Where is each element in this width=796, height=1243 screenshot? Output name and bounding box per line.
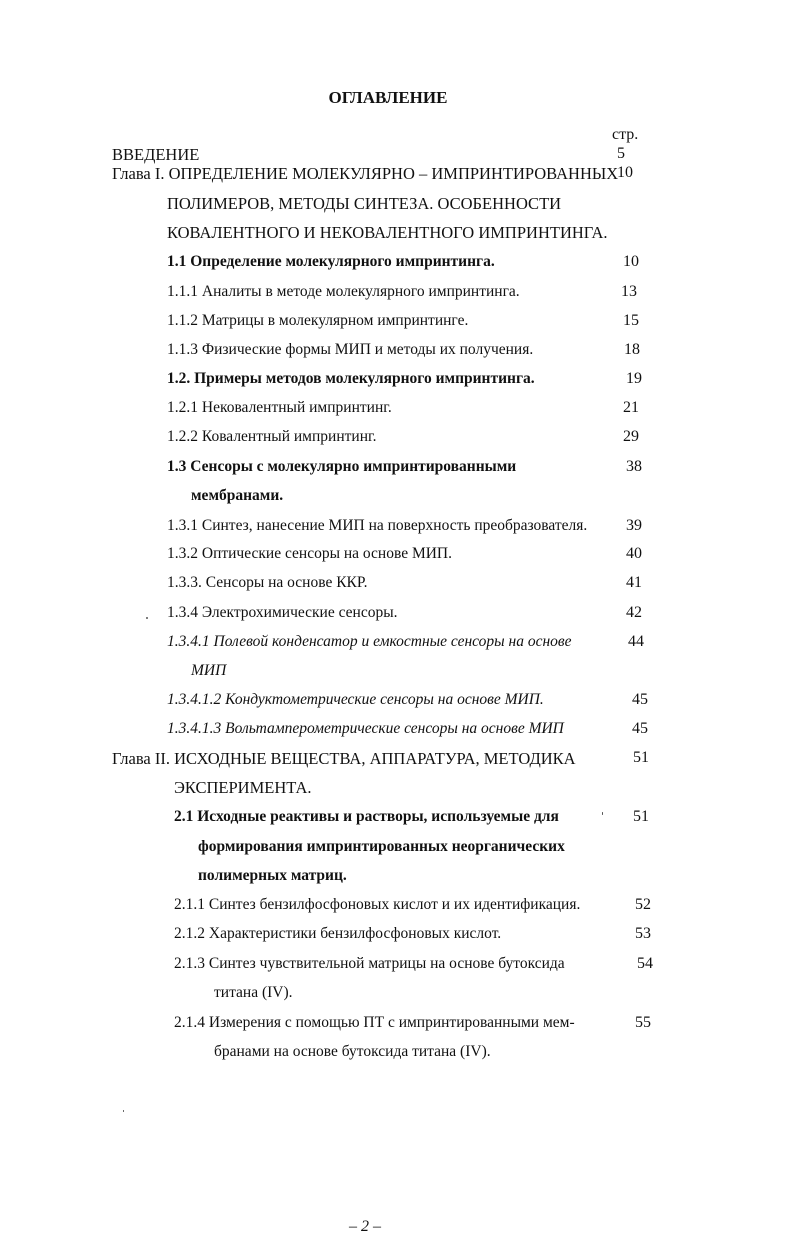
toc-entry-2-1-1: 2.1.1 Синтез бензилфосфоновых кислот и их идентификация. (174, 896, 581, 913)
toc-page-1-3-3: 41 (626, 574, 642, 591)
toc-entry-1-3-3: 1.3.3. Сенсоры на основе ККР. (167, 574, 368, 591)
toc-entry-1-3-4-1: 1.3.4.1 Полевой конденсатор и емкостные сенсоры на основе (167, 633, 572, 650)
toc-page-2-1-1: 52 (635, 896, 651, 913)
toc-page-1-3-2: 40 (626, 545, 642, 562)
toc-entry-1-3-2: 1.3.2 Оптические сенсоры на основе МИП. (167, 545, 453, 562)
document-title: ОГЛАВЛЕНИЕ (328, 88, 448, 107)
toc-entry-1-3-1: 1.3.1 Синтез, нанесение МИП на поверхность преобразователя. (167, 517, 588, 534)
toc-page-1-1-3: 18 (624, 341, 640, 358)
toc-entry-chapter-1: Глава I. ОПРЕДЕЛЕНИЕ МОЛЕКУЛЯРНО – ИМПРИНТИРОВАННЫХ (112, 164, 619, 183)
toc-entry-1-3-4-1-2: 1.3.4.1.2 Кондуктометрические сенсоры на основе МИП. (167, 691, 544, 708)
toc-page-1-2: 19 (626, 370, 642, 387)
toc-entry-1-1-2: 1.1.2 Матрицы в молекулярном импринтинге. (167, 312, 469, 329)
toc-entry-2-1-3: 2.1.3 Синтез чувствительной матрицы на основе бутоксида (174, 955, 565, 972)
toc-entry-chapter-1-cont: КОВАЛЕНТНОГО И НЕКОВАЛЕНТНОГО ИМПРИНТИНГА. (167, 223, 608, 242)
scan-speck (123, 1110, 124, 1112)
toc-entry-1-3-4-1-3: 1.3.4.1.3 Вольтамперометрические сенсоры на основе МИП (167, 720, 564, 737)
toc-page-1-3-1: 39 (626, 517, 642, 534)
toc-entry-chapter-1-cont: ПОЛИМЕРОВ, МЕТОДЫ СИНТЕЗА. ОСОБЕННОСТИ (167, 194, 562, 213)
toc-entry-2-1-4-cont: бранами на основе бутоксида титана (IV). (214, 1043, 491, 1060)
toc-page-2-1-3: 54 (637, 955, 653, 972)
toc-page-1-3: 38 (626, 458, 642, 475)
toc-page-2-1-4: 55 (635, 1014, 651, 1031)
toc-page-1-2-1: 21 (623, 399, 639, 416)
toc-page-1-3-4-1-2: 45 (632, 691, 648, 708)
toc-entry-1-2-2: 1.2.2 Ковалентный импринтинг. (167, 428, 377, 445)
toc-entry-1-1-1: 1.1.1 Аналиты в методе молекулярного импринтинга. (167, 283, 520, 300)
toc-page-chapter-2: 51 (633, 749, 649, 766)
toc-entry-1-3-4-1-cont: МИП (191, 662, 227, 679)
toc-page-1-3-4-1-3: 45 (632, 720, 648, 737)
toc-entry-1-3: 1.3 Сенсоры с молекулярно импринтированными (167, 458, 517, 475)
scan-speck (146, 617, 148, 619)
toc-page-1-1-1: 13 (621, 283, 637, 300)
scan-speck (602, 812, 603, 815)
toc-entry-chapter-2: Глава II. ИСХОДНЫЕ ВЕЩЕСТВА, АППАРАТУРА, МЕТОДИКА (112, 749, 576, 768)
toc-page-1-2-2: 29 (623, 428, 639, 445)
page-number: – 2 – (349, 1218, 381, 1235)
toc-entry-1-1-3: 1.1.3 Физические формы МИП и методы их получения. (167, 341, 534, 358)
toc-page-intro: 5 (617, 145, 625, 162)
toc-page-1-3-4-1: 44 (628, 633, 644, 650)
toc-entry-1-3-cont: мембранами. (191, 487, 284, 504)
toc-entry-1-1: 1.1 Определение молекулярного импринтинга. (167, 253, 495, 270)
toc-entry-2-1-2: 2.1.2 Характеристики бензилфосфоновых кислот. (174, 925, 502, 942)
toc-entry-1-3-4: 1.3.4 Электрохимические сенсоры. (167, 604, 398, 621)
toc-entry-2-1: 2.1 Исходные реактивы и растворы, используемые для (174, 808, 559, 825)
toc-entry-intro: ВВЕДЕНИЕ (112, 145, 200, 164)
page-column-header: стр. (612, 126, 639, 143)
toc-entry-chapter-2-cont: ЭКСПЕРИМЕНТА. (174, 778, 312, 797)
toc-page-1-1-2: 15 (623, 312, 639, 329)
toc-entry-2-1-cont: формирования импринтированных неорганических (198, 838, 565, 855)
toc-page-1-1: 10 (623, 253, 639, 270)
toc-entry-2-1-cont: полимерных матриц. (198, 867, 347, 884)
toc-page-2-1: 51 (633, 808, 649, 825)
toc-page-2-1-2: 53 (635, 925, 651, 942)
toc-page-chapter-1: 10 (617, 164, 633, 181)
toc-entry-1-2-1: 1.2.1 Нековалентный импринтинг. (167, 399, 392, 416)
toc-entry-1-2: 1.2. Примеры методов молекулярного импринтинга. (167, 370, 535, 387)
toc-page-1-3-4: 42 (626, 604, 642, 621)
toc-entry-2-1-4: 2.1.4 Измерения с помощью ПТ с импринтированными мем- (174, 1014, 575, 1031)
toc-entry-2-1-3-cont: титана (IV). (214, 984, 293, 1001)
